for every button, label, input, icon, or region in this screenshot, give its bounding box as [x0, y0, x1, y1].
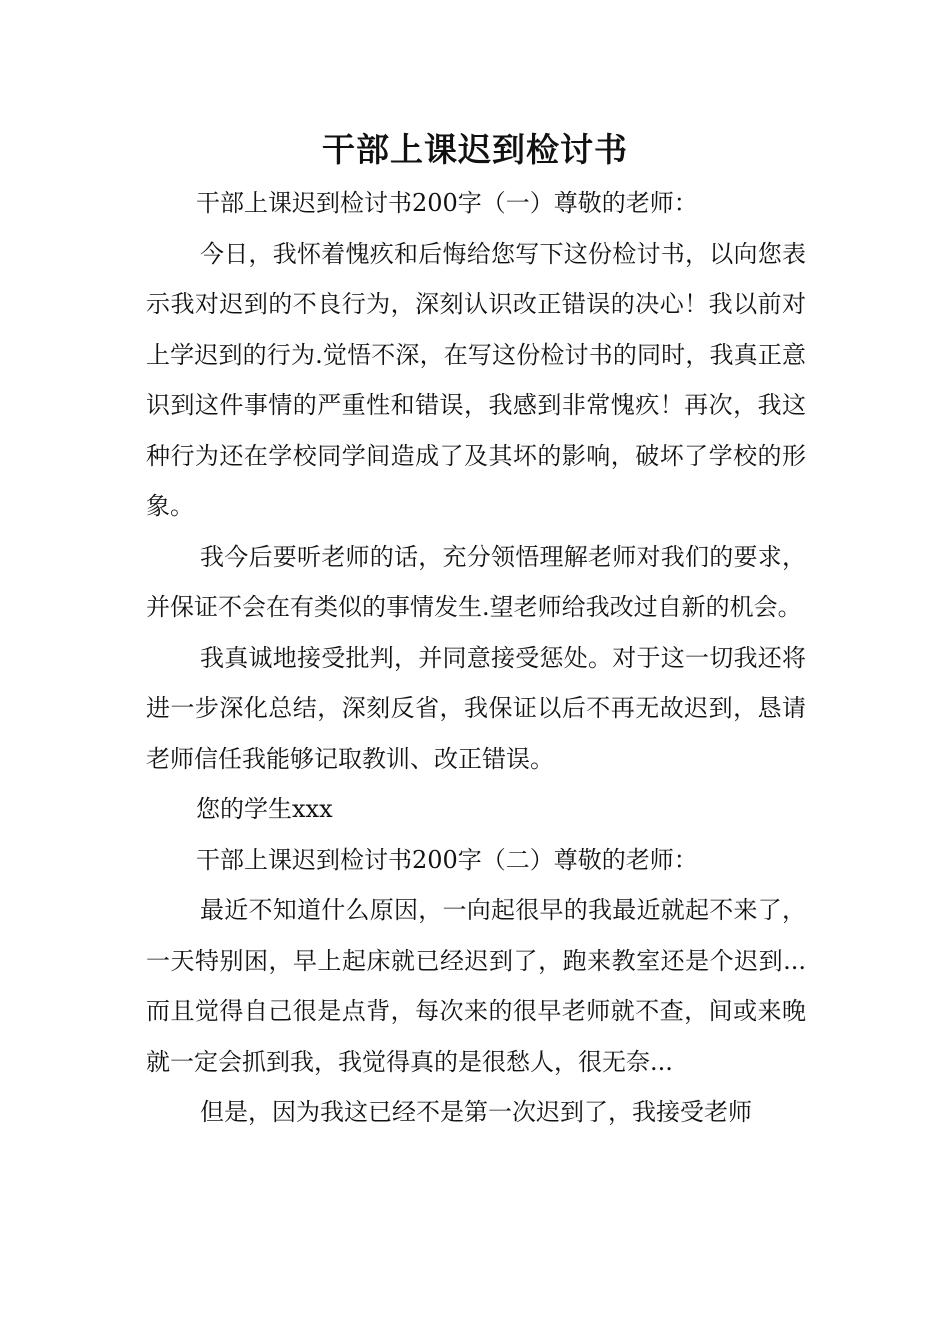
body-paragraph: 但是，因为我这已经不是第一次迟到了，我接受老师: [200, 1098, 752, 1126]
body-paragraph: 今日，我怀着愧疚和后悔给您写下这份检讨书，以向您表示我对迟到的不良行为，深刻认识改正错误的决心！我以前对上学迟到的行为.觉悟不深，在写这份检讨书的同时，我真正意识到这件事情的严重性和错误，我感到非常愧疚！再次，我这种行为还在学校同学间造成了及其坏的影响，破坏了学校的形象。: [146, 239, 806, 520]
signature-line: 您的学生xxx: [196, 795, 333, 823]
document-title: 干部上课迟到检讨书: [322, 130, 628, 169]
section-heading-2: 干部上课迟到检讨书200字（二）尊敬的老师：: [196, 845, 698, 874]
body-paragraph: 我今后要听老师的话，充分领悟理解老师对我们的要求，并保证不会在有类似的事情发生.望老师给我改过自新的机会。: [146, 542, 806, 621]
body-paragraph: 最近不知道什么原因，一向起很早的我最近就起不来了，一天特别困，早上起床就已经迟到了，跑来教室还是个迟到...而且觉得自己很是点背，每次来的很早老师就不查，间或来晚就一定会抓到我，我觉得真的是很愁人，很无奈...: [146, 896, 806, 1076]
section-heading-1: 干部上课迟到检讨书200字（一）尊敬的老师：: [196, 189, 698, 217]
body-paragraph: 我真诚地接受批判，并同意接受惩处。对于这一切我还将进一步深化总结，深刻反省，我保证以后不再无故迟到，恳请老师信任我能够记取教训、改正错误。: [146, 643, 806, 773]
document-body: [146, 178, 806, 1138]
